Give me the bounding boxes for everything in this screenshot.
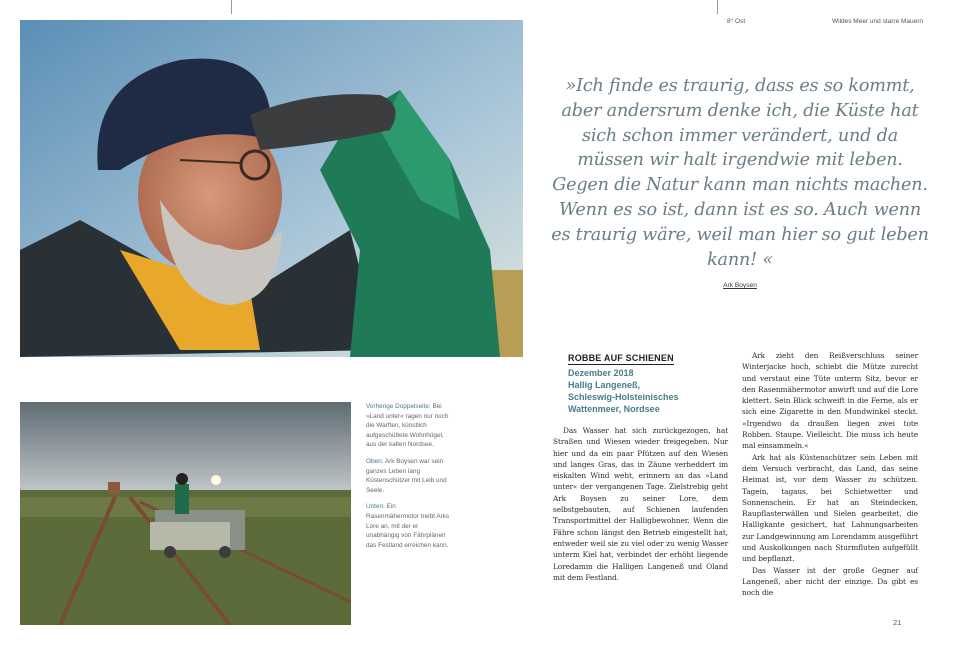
page-gutter-mark-right bbox=[717, 0, 718, 14]
infobox-place: Hallig Langeneß, bbox=[568, 380, 641, 390]
page-gutter-mark-left bbox=[231, 0, 232, 14]
page-number: 21 bbox=[893, 618, 902, 627]
infobox-heading: ROBBE AUF SCHIENEN bbox=[568, 353, 674, 363]
infobox-date: Dezember 2018 bbox=[568, 368, 634, 378]
infobox-region-line1: Schleswig-Holsteinisches bbox=[568, 392, 679, 402]
body-column-2 bbox=[742, 350, 918, 599]
portrait-photo bbox=[20, 20, 523, 357]
body-paragraph: Das Wasser ist der große Gegner auf Langeneß, aber nicht der einzige. Da gibt es noch die bbox=[742, 565, 918, 598]
body-paragraph: Ark zieht den Reißverschluss seiner Winterjacke hoch, schiebt die Mütze zurecht und verstaut eine Tüte unterm Sitz, bevor er den Rasenmähermotor anwirft und auf die Lore klettert. Sein Blick schweift in die Ferne, als er sich eine Zigarette in den Mundwinkel steckt. »Irgendwo da draußen liegen zwei tote Robben. Staupe. Vielleicht. Die muss ich heute mal einsammeln.« bbox=[742, 351, 918, 451]
body-paragraph: Ark hat als Küstenschützer sein Leben mit dem Versuch verbracht, das Land, das seine Heimat ist, vor dem Wasser zu schützen. Tagein, tagaus, bei Schietwetter und Sonnenschein. Er hat an Steindecken, Raupflasterwällen und Sielen gearbeitet, die Halligkante gesichert, hat Lahnungsarbeiten zur Landgewinnung am Lorendamm ausgeführt und Auskolkungen nach Sturmfluten aufgefüllt und bepflanzt. bbox=[742, 452, 918, 564]
running-head-section: 8° Ost bbox=[727, 18, 746, 25]
caption-bottom: Unten: Ein Rasenmähermotor treibt Arks Lore an, mit der er unabhängig von Fährplänen das Festland erreichen kann. bbox=[366, 503, 450, 549]
infobox-region-line2: Wattenmeer, Nordsee bbox=[568, 404, 660, 414]
caption-top: Oben: Ark Boysen war sein ganzes Leben lang Küstenschützer mit Leib und Seele. bbox=[366, 457, 447, 494]
pull-quote: »Ich finde es traurig, dass es so kommt, aber andersrum denke ich, die Küste hat sich schon immer verändert, und da müssen wir halt irgendwie mit leben. Gegen die Natur kann man nichts machen. Wenn es so ist, dann ist es so. Auch wenn es traurig wäre, weil man hier so gut leben kann! « bbox=[551, 76, 929, 270]
infobox-details bbox=[568, 367, 728, 415]
quote-author: Ark Boysen bbox=[723, 282, 757, 289]
body-paragraph: Das Wasser hat sich zurückgezogen, hat Straßen und Wiesen wieder freigegeben. Nur hier und da ein paar Pfützen auf den Wiesen und langes Gras, das in Zäune verheddert im eiskalten Wind weht, erinnern an das »Land unter« der vergangenen Tage. Zielstrebig geht Ark Boysen zu seiner Lore, dem selbstgebauten, auf Schienen laufenden Transportmittel der Halligbewohner. Wenn die Fähre schon längst den Betrieb eingestellt hat, entweder weil sie zu viel oder zu wenig Wasser unterm Kiel hat, verbindet der erhöht liegende Loredamm die Halligen Langeneß und Oland mit dem Festland. bbox=[553, 426, 728, 582]
running-head-title: Wildes Meer und starre Mauern bbox=[832, 18, 924, 25]
railway-lore-photo bbox=[20, 402, 351, 625]
story-infobox bbox=[568, 348, 728, 415]
photo-captions bbox=[366, 402, 450, 557]
caption-previous-spread: Vorherige Doppelseite: Bei »Land unter« ragen nur noch die Warften, künstlich aufgeschüttete Wohnhügel, aus der kalten Nordsee. bbox=[366, 403, 449, 449]
body-column-1 bbox=[553, 425, 728, 583]
